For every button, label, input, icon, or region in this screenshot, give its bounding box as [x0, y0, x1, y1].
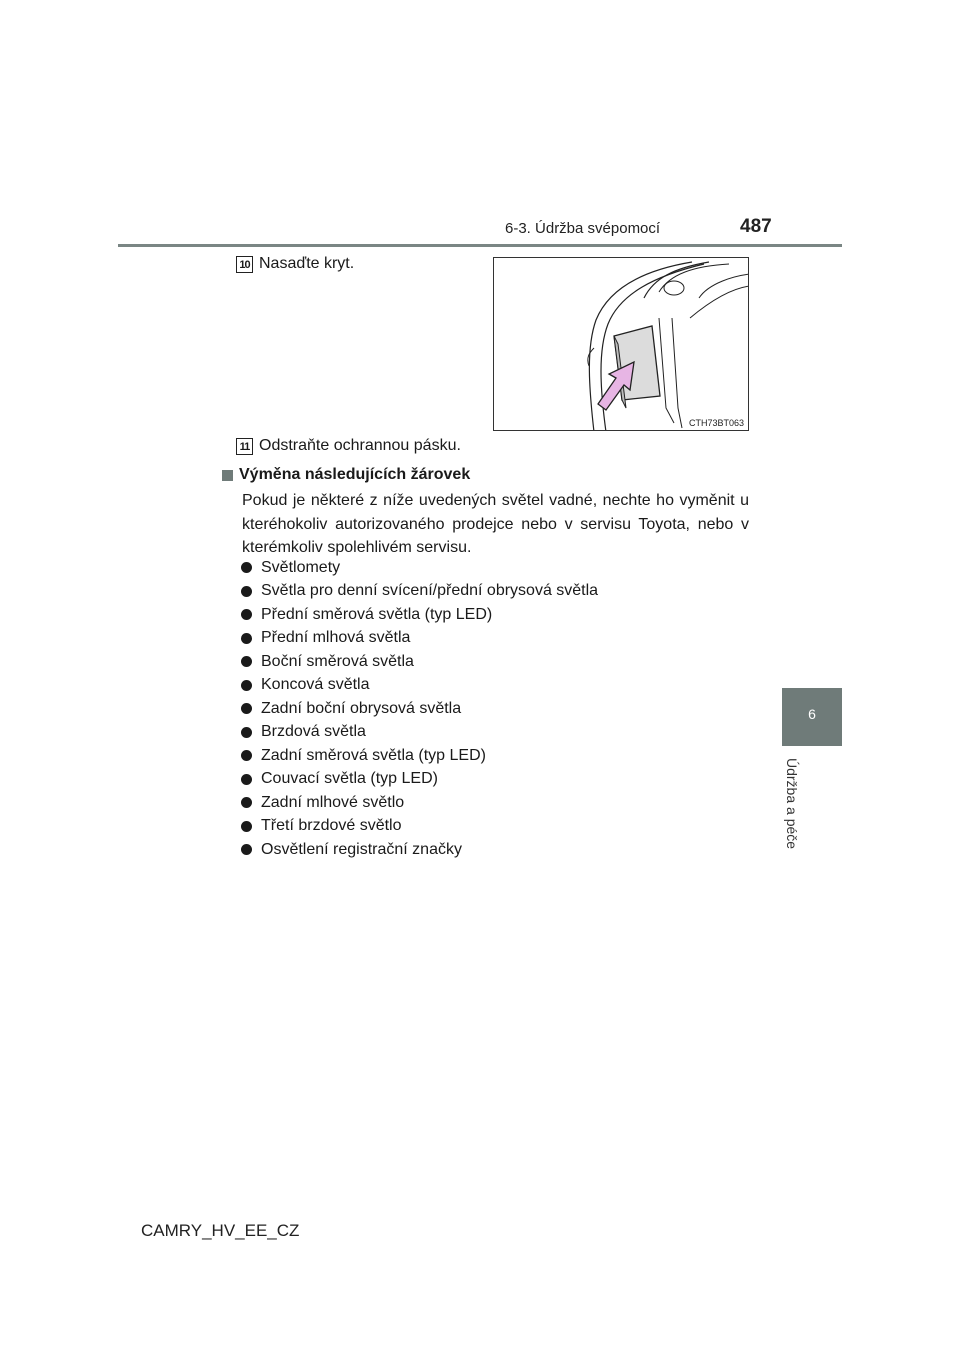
- list-item: Světlomety: [241, 556, 598, 580]
- bullet-icon: [241, 774, 252, 785]
- chapter-number: 6: [808, 706, 816, 722]
- bullet-icon: [241, 821, 252, 832]
- list-item: Světla pro denní svícení/přední obrysová světla: [241, 580, 598, 604]
- bullet-icon: [241, 586, 252, 597]
- list-item: Osvětlení registrační značky: [241, 838, 598, 862]
- bullet-icon: [241, 727, 252, 738]
- header-section-title: 6-3. Údržba svépomocí: [505, 220, 661, 237]
- step-number-11: 11: [236, 438, 253, 455]
- list-item: Zadní boční obrysová světla: [241, 697, 598, 721]
- list-item: Přední mlhová světla: [241, 627, 598, 651]
- section-heading-text: Výměna následujících žárovek: [239, 466, 471, 483]
- bullet-icon: [241, 562, 252, 573]
- section-heading: [222, 466, 470, 484]
- step-text-10: Nasaďte kryt.: [259, 255, 355, 272]
- bullet-icon: [241, 750, 252, 761]
- bulb-list: [241, 556, 598, 862]
- bullet-icon: [241, 633, 252, 644]
- illustration-figure: [493, 257, 749, 431]
- bullet-icon: [241, 844, 252, 855]
- section-paragraph: Pokud je některé z níže uvedených světel vadné, nechte ho vyměnit u kteréhokoliv autorizovaného prodejce nebo v servisu Toyota, nebo v kterémkoliv spolehlivém servisu.: [242, 492, 749, 556]
- install-cover-illustration: [494, 258, 749, 431]
- list-item: Přední směrová světla (typ LED): [241, 603, 598, 627]
- bullet-icon: [241, 680, 252, 691]
- list-item: Zadní směrová světla (typ LED): [241, 744, 598, 768]
- chapter-title: Údržba a péče: [784, 758, 800, 850]
- model-code: CAMRY_HV_EE_CZ: [141, 1221, 300, 1240]
- list-item: Boční směrová světla: [241, 650, 598, 674]
- bullet-icon: [241, 656, 252, 667]
- list-item: Koncová světla: [241, 674, 598, 698]
- list-item: Couvací světla (typ LED): [241, 768, 598, 792]
- list-item: Zadní mlhové světlo: [241, 791, 598, 815]
- bullet-icon: [241, 797, 252, 808]
- list-item: Třetí brzdové světlo: [241, 815, 598, 839]
- list-item: Brzdová světla: [241, 721, 598, 745]
- step-number-10: 10: [236, 256, 253, 273]
- square-bullet-icon: [222, 470, 233, 481]
- step-text-11: Odstraňte ochrannou pásku.: [259, 437, 461, 454]
- figure-code: CTH73BT063: [688, 418, 744, 428]
- page-number: 487: [740, 216, 772, 237]
- bullet-icon: [241, 703, 252, 714]
- bullet-icon: [241, 609, 252, 620]
- header-divider: [118, 244, 842, 247]
